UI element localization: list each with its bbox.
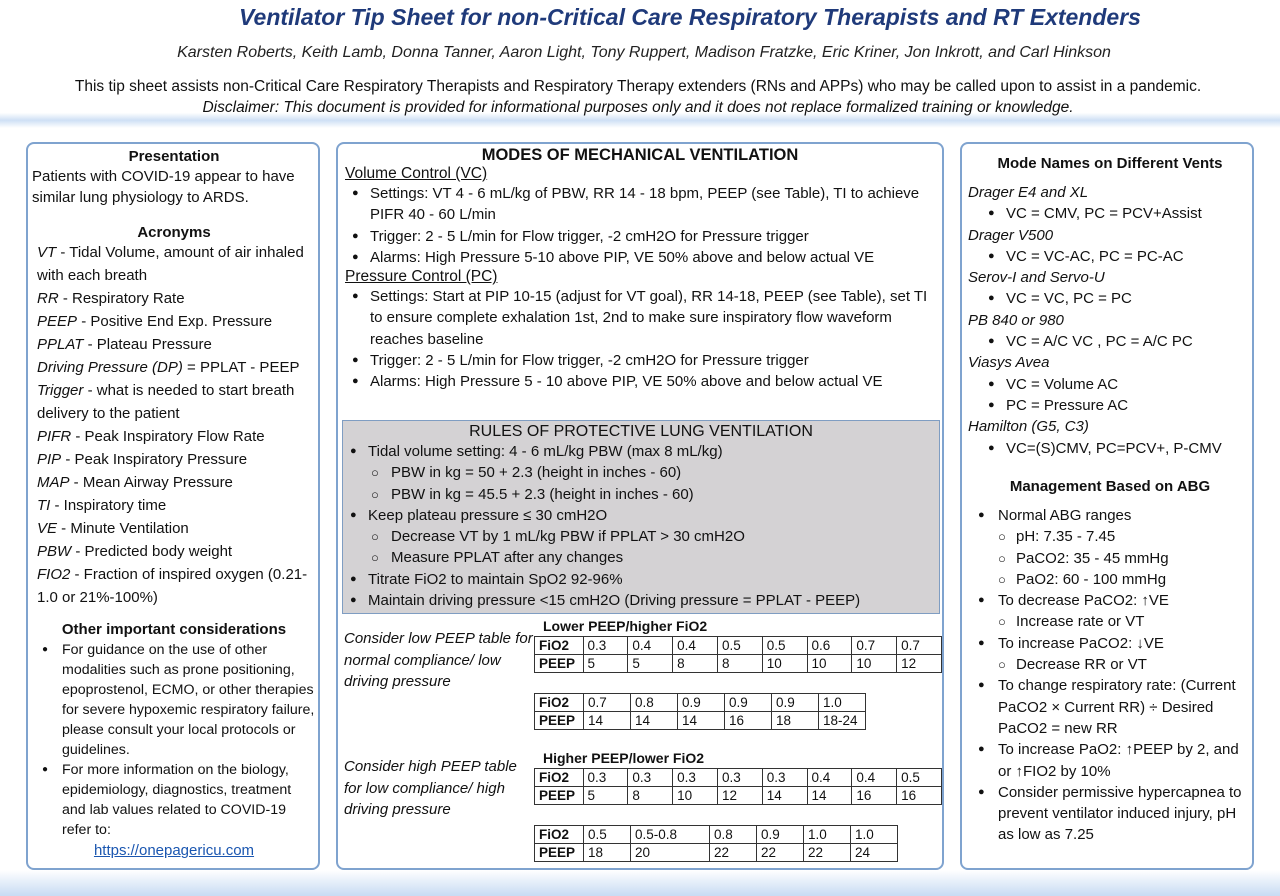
abg-item: ● To increase PaCO2: ↓VE (968, 633, 1252, 654)
acronym-item (37, 517, 316, 540)
acronym-item (37, 241, 316, 287)
table-cell: 10 (762, 655, 807, 673)
table-cell: 0.7 (897, 637, 942, 655)
acronym-term: PPLAT (37, 336, 84, 353)
table-cell: 10 (807, 655, 852, 673)
acronym-term: VT (37, 244, 57, 261)
abg-item: ● Consider permissive hypercapnea to prevent ventilator induced injury, pH as low as 7.25 (968, 782, 1252, 846)
pc-item: ● Settings: Start at PIP 10-15 (adjust for VT goal), RR 14-18, PEEP (see Table), set TI to ensure complete exhalation 1st, 2nd to make sure inspiratory flow waveform reaches baseline (345, 286, 939, 350)
acronym-desc: - Predicted body weight (71, 543, 233, 560)
list-item: ● For guidance on the use of other modalities such as prone positioning, epoprostenol, ECMO, or other therapies for severe hypoxemic respiratory failure, please consult your local protocols or guidelines. (32, 640, 316, 760)
acronym-item (37, 333, 316, 356)
table-cell: 5 (628, 655, 673, 673)
abg-item: ● To increase PaO2: ↑PEEP by 2, and or ↑FIO2 by 10% (968, 739, 1252, 782)
table-cell: 0.9 (725, 694, 772, 712)
row-header: FiO2 (535, 769, 584, 787)
abg-item: ● To decrease PaCO2: ↑VE (968, 590, 1252, 611)
high-peep-table-2 (534, 825, 898, 862)
table-cell: 16 (852, 787, 897, 805)
table-cell: 10 (852, 655, 897, 673)
table-cell: 20 (631, 844, 710, 862)
table-cell: 16 (725, 712, 772, 730)
table-cell: 10 (673, 787, 718, 805)
table-cell: 12 (717, 787, 762, 805)
table-cell: 16 (897, 787, 942, 805)
acronym-item (37, 563, 316, 609)
rule-item: ● Titrate FiO2 to maintain SpO2 92-96% (343, 569, 939, 590)
acronym-desc: - Mean Airway Pressure (69, 474, 233, 491)
rules-box (342, 420, 940, 614)
table-cell: 22 (757, 844, 804, 862)
table-row (535, 787, 942, 805)
vent-list (968, 182, 1252, 459)
presentation-heading: Presentation (128, 148, 220, 165)
table-row (535, 769, 942, 787)
table-cell: 12 (897, 655, 942, 673)
vent-mode-item: ● VC = VC-AC, PC = PC-AC (968, 246, 1252, 267)
low-peep-table-title: Lower PEEP/higher FiO2 (543, 618, 708, 634)
acronym-desc: = PPLAT - PEEP (182, 359, 300, 376)
table-cell: 0.3 (717, 769, 762, 787)
table-row (535, 712, 866, 730)
table-cell: 0.3 (583, 769, 628, 787)
table-cell: 0.9 (678, 694, 725, 712)
table-cell: 8 (673, 655, 718, 673)
high-peep-table-1 (534, 768, 942, 805)
footer-band (0, 870, 1280, 896)
right-panel (960, 142, 1254, 870)
row-header: FiO2 (535, 694, 584, 712)
acronym-term: PBW (37, 543, 72, 560)
page-title: Ventilator Tip Sheet for non-Critical Care Respiratory Therapists and RT Extenders (239, 4, 1141, 30)
table-cell: 0.3 (583, 637, 628, 655)
vc-list (345, 183, 939, 268)
row-header: FiO2 (535, 826, 584, 844)
table-row (535, 655, 942, 673)
vent-modes (968, 288, 1252, 309)
acronym-desc: - Peak Inspiratory Flow Rate (71, 428, 265, 445)
table-cell: 0.4 (852, 769, 897, 787)
left-panel (26, 142, 320, 870)
vc-item: ● Settings: VT 4 - 6 mL/kg of PBW, RR 14 - 18 bpm, PEEP (see Table), TI to achieve PIFR 40 - 60 L/min (345, 183, 939, 226)
vent-name: Drager E4 and XL (968, 184, 1089, 201)
acronym-term: PIFR (37, 428, 72, 445)
acronym-term: PIP (37, 451, 62, 468)
acronym-item (37, 494, 316, 517)
table-cell: 5 (583, 787, 628, 805)
table-cell: 0.3 (628, 769, 673, 787)
acronym-term: Trigger (37, 382, 84, 399)
rule-item: ● Maintain driving pressure <15 cmH2O (Driving pressure = PPLAT - PEEP) (343, 590, 939, 611)
low-peep-label: Consider low PEEP table for normal compliance/ low driving pressure (344, 630, 533, 690)
acronym-term: VE (37, 520, 58, 537)
modes-panel (336, 142, 944, 870)
table-cell: 5 (583, 655, 628, 673)
table-cell: 1.0 (819, 694, 866, 712)
acronym-desc: - Peak Inspiratory Pressure (61, 451, 248, 468)
pc-heading: Pressure Control (PC) (345, 268, 498, 286)
vent-modes (968, 438, 1252, 459)
vc-item: ● Alarms: High Pressure 5-10 above PIP, VE 50% above and below actual VE (345, 247, 939, 268)
acronym-desc: - Minute Ventilation (57, 520, 189, 537)
rules-title: RULES OF PROTECTIVE LUNG VENTILATION (469, 423, 813, 440)
vc-heading: Volume Control (VC) (345, 165, 488, 182)
pc-item: ● Alarms: High Pressure 5 - 10 above PIP, VE 50% above and below actual VE (345, 371, 939, 392)
acronym-item (37, 471, 316, 494)
table-cell: 0.9 (772, 694, 819, 712)
vent-name: Hamilton (G5, C3) (968, 418, 1089, 436)
acronym-item (37, 379, 316, 425)
vent-name: Serov-I and Servo-U (968, 269, 1105, 287)
table-row (535, 826, 898, 844)
high-peep-table-title: Higher PEEP/lower FiO2 (543, 750, 705, 766)
table-cell: 0.4 (673, 637, 718, 655)
abg-item: ● To change respiratory rate: (Current PaCO2 × Current RR) ÷ Desired PaCO2 = new RR (968, 675, 1252, 739)
authors: Karsten Roberts, Keith Lamb, Donna Tanner, Aaron Light, Tony Ruppert, Madison Fratzke, Eric Kriner, Jon Inkrott, and Carl Hinkson (177, 44, 1111, 61)
intro-text: This tip sheet assists non-Critical Care Respiratory Therapists and Respiratory Therapy extenders (RNs and APPs) who may be called upon to assist in a pandemic. (74, 78, 1202, 95)
table-cell: 0.5 (717, 637, 762, 655)
acronym-item (37, 448, 316, 471)
acronym-desc: - Positive End Exp. Pressure (77, 313, 273, 330)
vent-modes (968, 374, 1252, 417)
table-cell: 0.7 (852, 637, 897, 655)
low-peep-table-2 (534, 693, 866, 730)
table-cell: 0.3 (762, 769, 807, 787)
table-cell: 0.7 (584, 694, 631, 712)
acronym-item (37, 310, 316, 333)
row-header: PEEP (535, 655, 584, 673)
table-row (535, 694, 866, 712)
abg-item: ○ pH: 7.35 - 7.45 (968, 526, 1252, 547)
table-cell: 0.8 (710, 826, 757, 844)
rule-item: ● Tidal volume setting: 4 - 6 mL/kg PBW (max 8 mL/kg) (343, 441, 939, 462)
vent-mode-item: ● VC = VC, PC = PC (968, 288, 1252, 309)
table-cell: 0.3 (673, 769, 718, 787)
acronym-term: FIO2 (37, 566, 71, 583)
acronyms-heading: Acronyms (137, 224, 211, 241)
row-header: PEEP (535, 787, 584, 805)
row-header: PEEP (535, 712, 584, 730)
mode-names-heading: Mode Names on Different Vents (997, 155, 1223, 172)
acronym-desc: - Fraction of inspired oxygen (0.21-1.0 or 21%-100%) (37, 566, 308, 606)
vc-item: ● Trigger: 2 - 5 L/min for Flow trigger, -2 cmH2O for Pressure trigger (345, 226, 939, 247)
vent-modes (968, 246, 1252, 267)
table-cell: 18 (584, 844, 631, 862)
table-cell: 14 (678, 712, 725, 730)
rule-item: ○ Measure PPLAT after any changes (343, 547, 939, 568)
abg-item: ○ Increase rate or VT (968, 611, 1252, 632)
acronym-desc: - Plateau Pressure (83, 336, 212, 353)
rule-item: ● Keep plateau pressure ≤ 30 cmH2O (343, 505, 939, 526)
vent-name: Viasys Avea (968, 354, 1050, 372)
vent-modes (968, 331, 1252, 352)
acronym-term: PEEP (37, 313, 78, 330)
abg-item: ○ PaO2: 60 - 100 mmHg (968, 569, 1252, 590)
vent-mode-item: ● PC = Pressure AC (968, 395, 1252, 416)
pc-item: ● Trigger: 2 - 5 L/min for Flow trigger, -2 cmH2O for Pressure trigger (345, 350, 939, 371)
table-cell: 0.5 (762, 637, 807, 655)
vent-name: PB 840 or 980 (968, 311, 1064, 329)
vent-mode-item: ● VC = Volume AC (968, 374, 1252, 395)
list-item: ● For more information on the biology, epidemiology, diagnostics, treatment and lab values related to COVID-19 refer to: (32, 760, 316, 840)
other-heading: Other important considerations (61, 621, 287, 638)
high-peep-label: Consider high PEEP table for low compliance/ high driving pressure (344, 758, 517, 818)
disclaimer: Disclaimer: This document is provided for informational purposes only and it does not replace formalized training or knowledge. (202, 99, 1074, 116)
table-cell: 18-24 (819, 712, 866, 730)
acronym-term: MAP (37, 474, 70, 491)
onepagericu-link[interactable]: https://onepagericu.com (93, 842, 255, 859)
table-cell: 18 (772, 712, 819, 730)
vent-mode-item: ● VC = A/C VC , PC = A/C PC (968, 331, 1252, 352)
table-cell: 0.6 (807, 637, 852, 655)
table-cell: 14 (807, 787, 852, 805)
acronym-desc: - Tidal Volume, amount of air inhaled with each breath (37, 244, 304, 284)
rules-list (343, 441, 939, 611)
pc-list (345, 286, 939, 392)
table-row (535, 637, 942, 655)
table-cell: 0.8 (631, 694, 678, 712)
other-list (32, 640, 316, 840)
rule-item: ○ PBW in kg = 50 + 2.3 (height in inches - 60) (343, 462, 939, 483)
table-cell: 14 (762, 787, 807, 805)
abg-item: ○ PaCO2: 35 - 45 mmHg (968, 548, 1252, 569)
table-cell: 14 (584, 712, 631, 730)
rule-item: ○ Decrease VT by 1 mL/kg PBW if PPLAT > 30 cmH2O (343, 526, 939, 547)
acronym-desc: - Inspiratory time (50, 497, 167, 514)
vent-name: Drager V500 (968, 226, 1054, 244)
modes-title: MODES OF MECHANICAL VENTILATION (481, 146, 799, 164)
row-header: PEEP (535, 844, 584, 862)
table-cell: 14 (631, 712, 678, 730)
table-cell: 0.5 (584, 826, 631, 844)
acronym-item (37, 540, 316, 563)
low-peep-table-1 (534, 636, 942, 673)
table-cell: 8 (717, 655, 762, 673)
acronym-desc: - Respiratory Rate (58, 290, 185, 307)
table-cell: 0.5 (897, 769, 942, 787)
table-cell: 0.5-0.8 (631, 826, 710, 844)
acronym-list (32, 241, 316, 609)
table-cell: 22 (710, 844, 757, 862)
table-cell: 22 (804, 844, 851, 862)
table-cell: 0.9 (757, 826, 804, 844)
table-cell: 0.4 (628, 637, 673, 655)
acronym-term: TI (37, 497, 51, 514)
acronym-term: Driving Pressure (DP) (37, 359, 183, 376)
table-cell: 8 (628, 787, 673, 805)
abg-item: ● Normal ABG ranges (968, 505, 1252, 526)
row-header: FiO2 (535, 637, 584, 655)
table-cell: 1.0 (851, 826, 898, 844)
vent-mode-item: ● VC = CMV, PC = PCV+Assist (968, 203, 1252, 224)
acronym-term: RR (37, 290, 59, 307)
presentation-text: Patients with COVID-19 appear to have similar lung physiology to ARDS. (32, 168, 295, 206)
abg-list (968, 505, 1252, 846)
acronym-item (37, 356, 316, 379)
table-row (535, 844, 898, 862)
rule-item: ○ PBW in kg = 45.5 + 2.3 (height in inches - 60) (343, 484, 939, 505)
acronym-item (37, 287, 316, 310)
vent-modes (968, 203, 1252, 224)
abg-heading: Management Based on ABG (1009, 478, 1211, 495)
table-cell: 1.0 (804, 826, 851, 844)
vent-mode-item: ● VC=(S)CMV, PC=PCV+, P-CMV (968, 438, 1252, 459)
acronym-item (37, 425, 316, 448)
acronym-desc: - what is needed to start breath delivery to the patient (37, 382, 295, 422)
abg-item: ○ Decrease RR or VT (968, 654, 1252, 675)
table-cell: 0.4 (807, 769, 852, 787)
table-cell: 24 (851, 844, 898, 862)
